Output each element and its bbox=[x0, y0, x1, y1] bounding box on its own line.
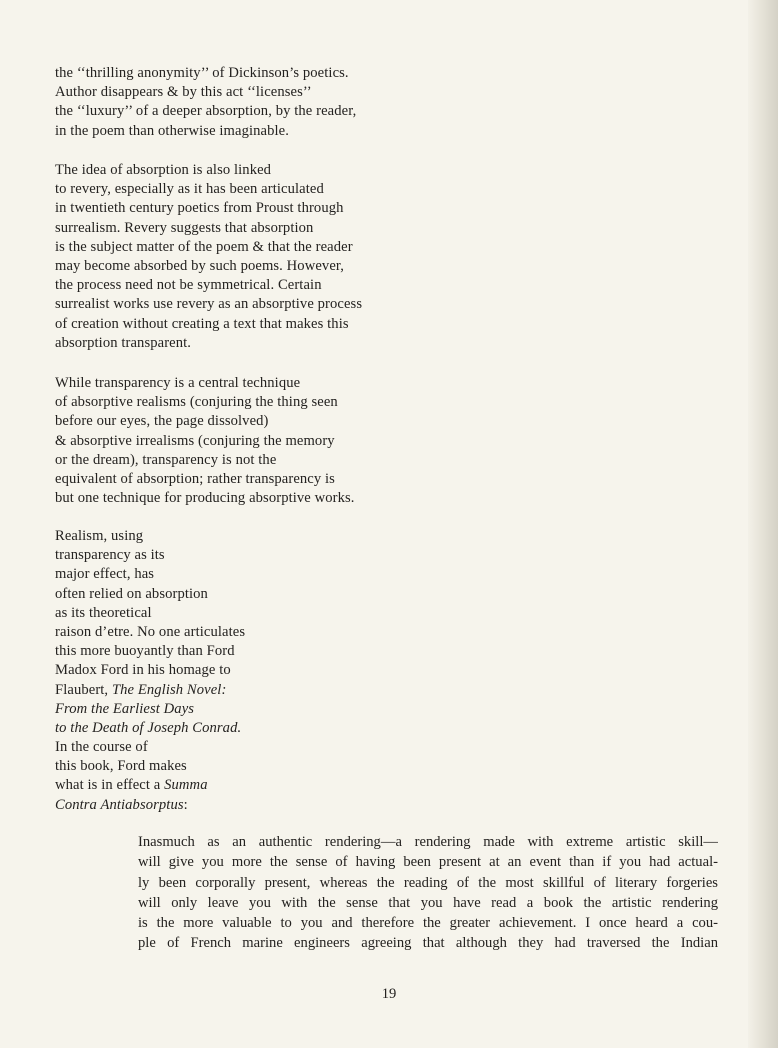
text-line: Madox Ford in his homage to bbox=[55, 662, 231, 679]
text-line: Realism, using bbox=[55, 528, 144, 544]
text-line: equivalent of absorption; rather transparency is bbox=[55, 470, 335, 487]
quote-line: ple of French marine engineers agreeing that although they had traversed the Indian bbox=[138, 935, 718, 952]
text-line bbox=[55, 681, 245, 700]
colon-text: : bbox=[183, 796, 188, 813]
text-line bbox=[55, 796, 245, 815]
text-line: In the course of bbox=[55, 739, 148, 756]
text-line: before our eyes, the page dissolved) bbox=[55, 413, 269, 430]
text-line: but one technique for producing absorptive works. bbox=[55, 490, 355, 507]
quote-line: Inasmuch as an authentic rendering—a rendering made with extreme artistic skill— bbox=[138, 834, 718, 850]
quote-line: will give you more the sense of having been present at an event than if you had actual- bbox=[138, 854, 718, 871]
latin-title-italic: Contra Antiabsorptus bbox=[55, 796, 184, 813]
text-line: The idea of absorption is also linked bbox=[55, 162, 272, 178]
quote-line: will only leave you with the sense that you have read a book the artistic rendering bbox=[138, 894, 718, 911]
text-line: Author disappears & by this act ‘‘licenses’’ bbox=[55, 84, 312, 101]
latin-title-italic: Summa bbox=[164, 777, 208, 794]
text-line: this book, Ford makes bbox=[55, 758, 187, 775]
book-title-italic-line: to the Death of Joseph Conrad. bbox=[55, 719, 242, 736]
text-line: as its theoretical bbox=[55, 604, 152, 621]
text-line: & absorptive irrealisms (conjuring the memory bbox=[55, 432, 335, 449]
book-title-italic-line: From the Earliest Days bbox=[55, 700, 195, 717]
text-line: surrealist works use revery as an absorptive process bbox=[55, 296, 363, 313]
text-line: surrealism. Revery suggests that absorption bbox=[55, 219, 314, 236]
text-line bbox=[55, 776, 245, 795]
quote-line: ly been corporally present, whereas the reading of the most skillful of literary forgeries bbox=[138, 874, 718, 891]
text-span: Flaubert, bbox=[55, 681, 109, 698]
text-line: of creation without creating a text that makes this bbox=[55, 315, 349, 332]
paragraph-2 bbox=[55, 161, 362, 353]
text-line: or the dream), transparency is not the bbox=[55, 451, 277, 468]
text-line: often relied on absorption bbox=[55, 585, 208, 602]
text-line: the ‘‘luxury’’ of a deeper absorption, by the reader, bbox=[55, 103, 357, 120]
text-line: transparency as its bbox=[55, 547, 165, 564]
text-line: is the subject matter of the poem & that the reader bbox=[55, 238, 353, 255]
book-title-italic: The English Novel: bbox=[111, 681, 227, 698]
text-line: may become absorbed by such poems. However, bbox=[55, 257, 345, 274]
text-line: this more buoyantly than Ford bbox=[55, 643, 235, 660]
text-line: While transparency is a central technique bbox=[55, 375, 301, 391]
text-line: major effect, has bbox=[55, 566, 155, 583]
paragraph-4 bbox=[55, 527, 245, 815]
text-span: what is in effect a bbox=[55, 777, 161, 794]
text-line: in the poem than otherwise imaginable. bbox=[55, 122, 289, 139]
paragraph-3 bbox=[55, 374, 355, 508]
text-line: raison d’etre. No one articulates bbox=[55, 623, 246, 640]
text-line: the process need not be symmetrical. Certain bbox=[55, 277, 322, 294]
page-number: 19 bbox=[381, 986, 397, 1002]
text-line: of absorptive realisms (conjuring the thing seen bbox=[55, 394, 338, 411]
text-line: to revery, especially as it has been articulated bbox=[55, 181, 324, 198]
paragraph-1 bbox=[55, 64, 356, 141]
page-binding-shadow bbox=[748, 0, 778, 1048]
text-line: in twentieth century poetics from Proust through bbox=[55, 200, 344, 217]
quote-line: is the more valuable to you and therefore the greater achievement. I once heard a cou- bbox=[138, 915, 718, 932]
text-line: the ‘‘thrilling anonymity’’ of Dickinson’s poetics. bbox=[55, 65, 349, 81]
block-quote bbox=[138, 832, 718, 954]
text-line: absorption transparent. bbox=[55, 334, 192, 351]
